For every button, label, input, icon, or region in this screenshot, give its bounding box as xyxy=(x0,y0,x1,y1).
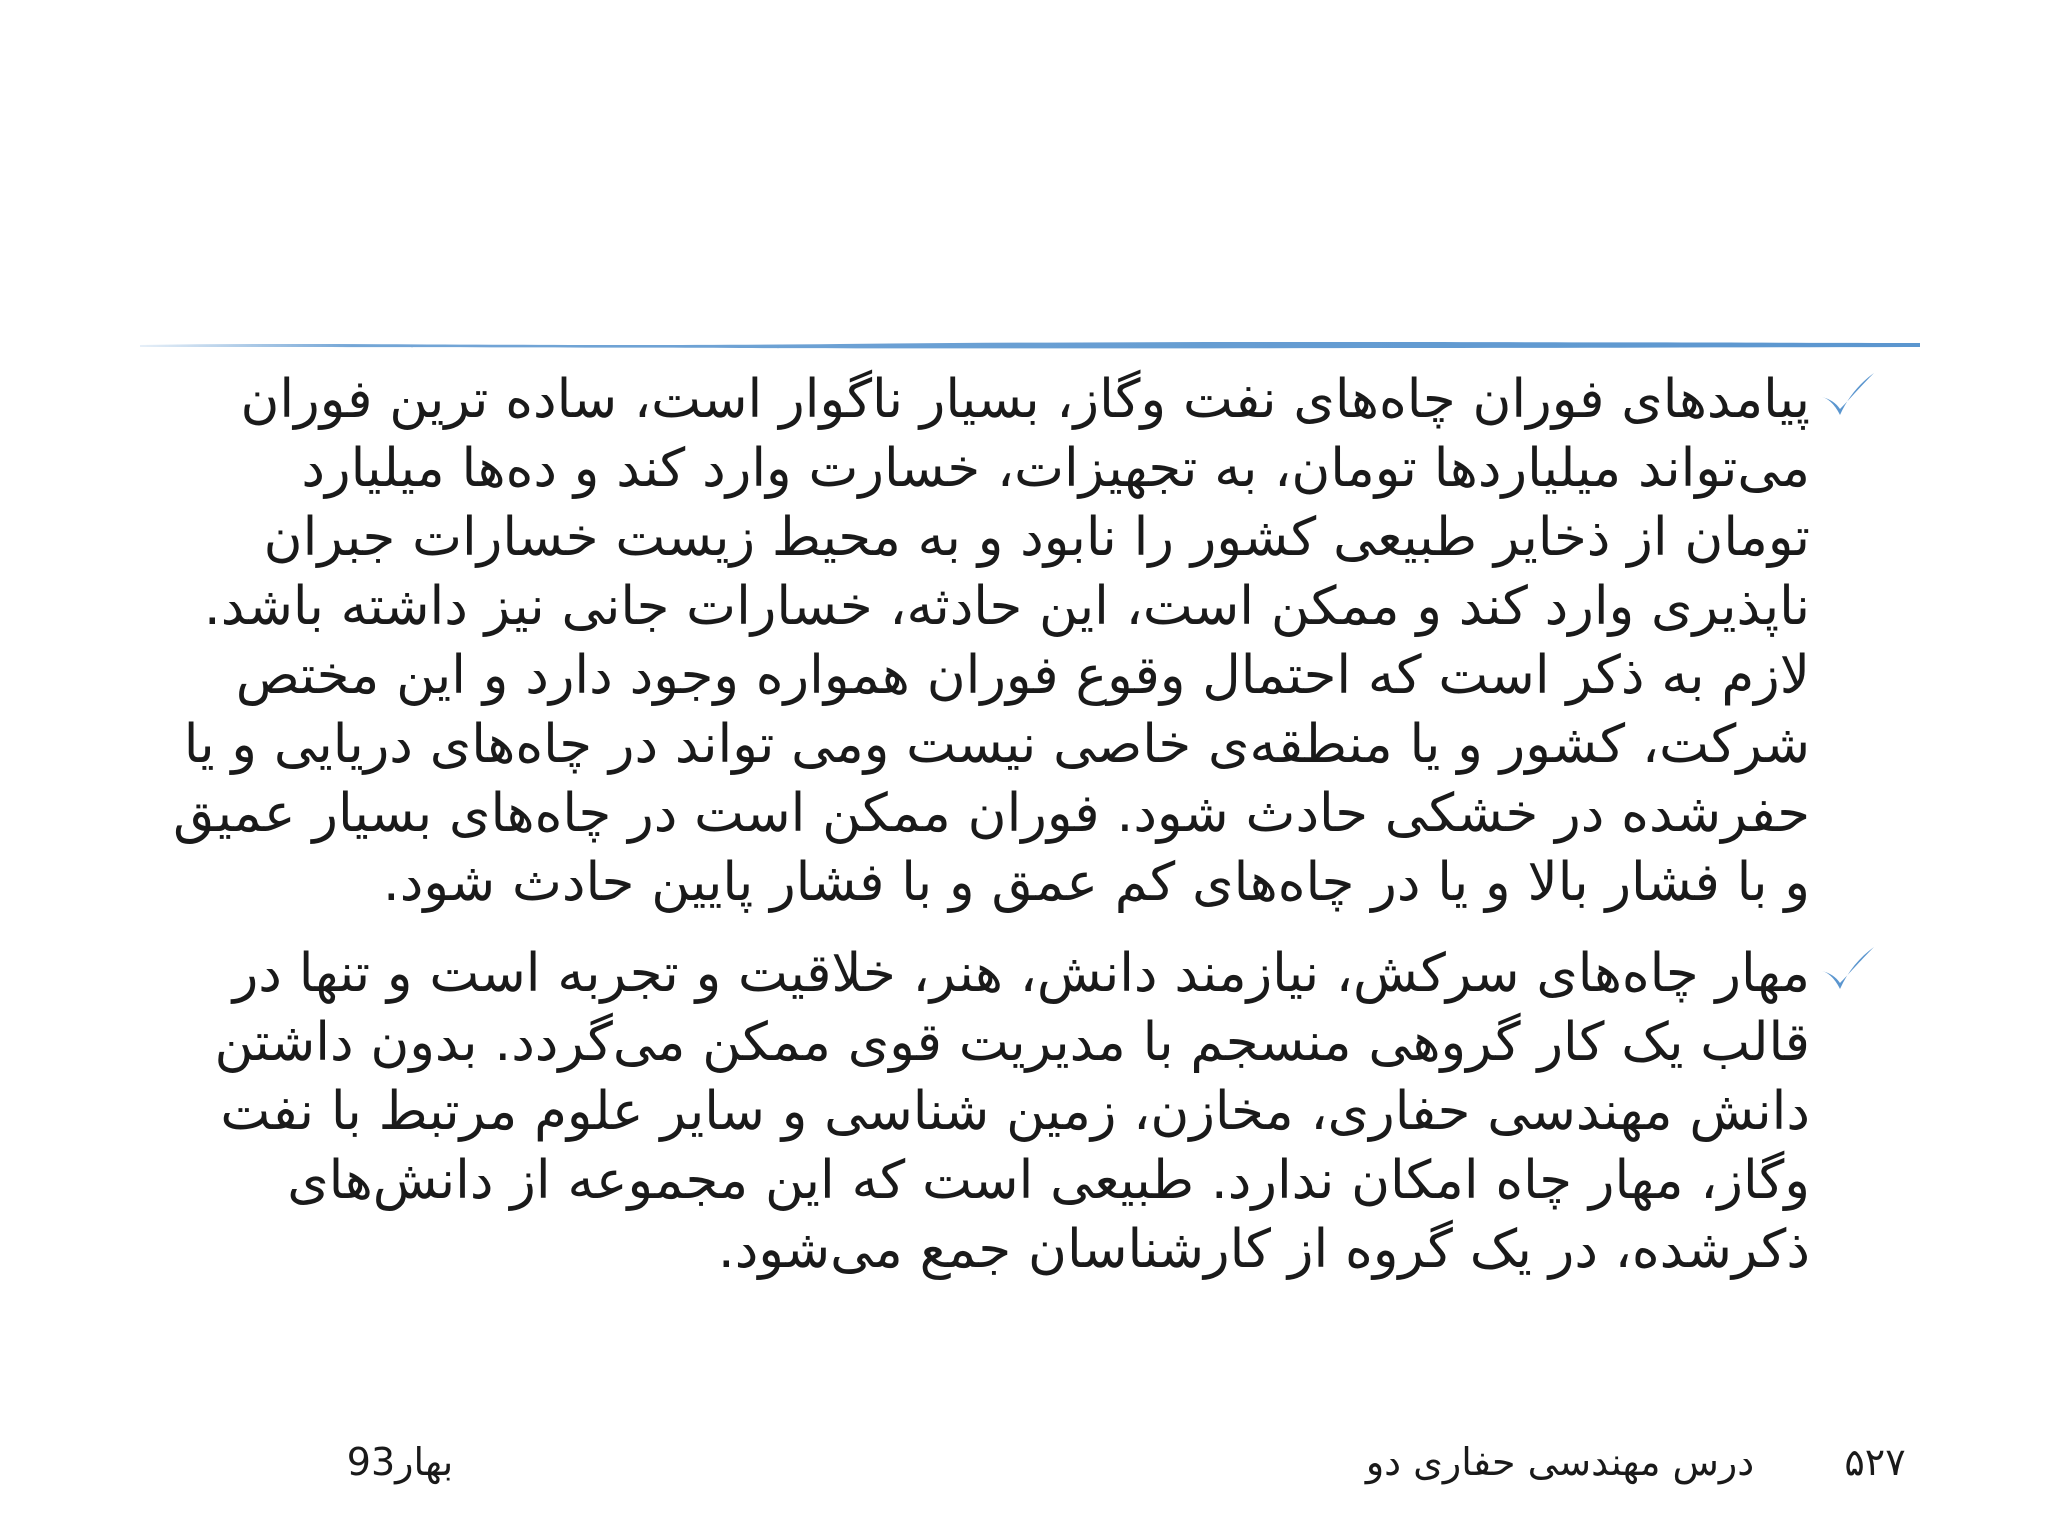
header-divider xyxy=(140,338,1920,350)
course-title: درس مهندسی حفاری دو xyxy=(1365,1440,1755,1484)
page-number: ۵۲۷ xyxy=(1844,1440,1906,1484)
term-label: بهار93 xyxy=(346,1440,454,1484)
check-icon xyxy=(1818,369,1876,421)
bullet-item xyxy=(170,939,1810,1284)
bullet-list xyxy=(170,365,1870,1306)
bullet-item xyxy=(170,365,1810,917)
bullet-text: مهار چاه‌های سرکش، نیازمند دانش، هنر، خلاقیت و تجربه است و تنها در قالب یک کار گروهی منسجم با مدیریت قوی ممکن می‌گردد. بدون داشتن دانش مهندسی حفاری، مخازن، زمین شناسی و سایر علوم مرتبط با نفت وگاز، مهار چاه امکان ندارد. طبیعی است که این مجموعه از دانش‌های ذکرشده، در یک گروه از کارشناسان جمع می‌شود. xyxy=(214,943,1810,1280)
bullet-text: پیامدهای فوران چاه‌های نفت وگاز، بسیار ناگوار است، ساده ترین فوران می‌تواند میلیاردها تومان، به تجهیزات، خسارت وارد کند و ده‌ها میلیارد تومان از ذخایر طبیعی کشور را نابود و به محیط زیست خسارات جبران ناپذیری وارد کند و ممکن است، این حادثه، خسارات جانی نیز داشته باشد. لازم به ذکر است که احتمال وقوع فوران همواره وجود دارد و این مختص شرکت، کشور و یا منطقه‌ی خاصی نیست ومی تواند در چاه‌های دریایی و یا حفرشده در خشکی حادث شود. فوران ممکن است در چاه‌های بسیار عمیق و با فشار بالا و یا در چاه‌های کم عمق و با فشار پایین حادث شود. xyxy=(173,369,1810,913)
check-icon xyxy=(1818,943,1876,995)
